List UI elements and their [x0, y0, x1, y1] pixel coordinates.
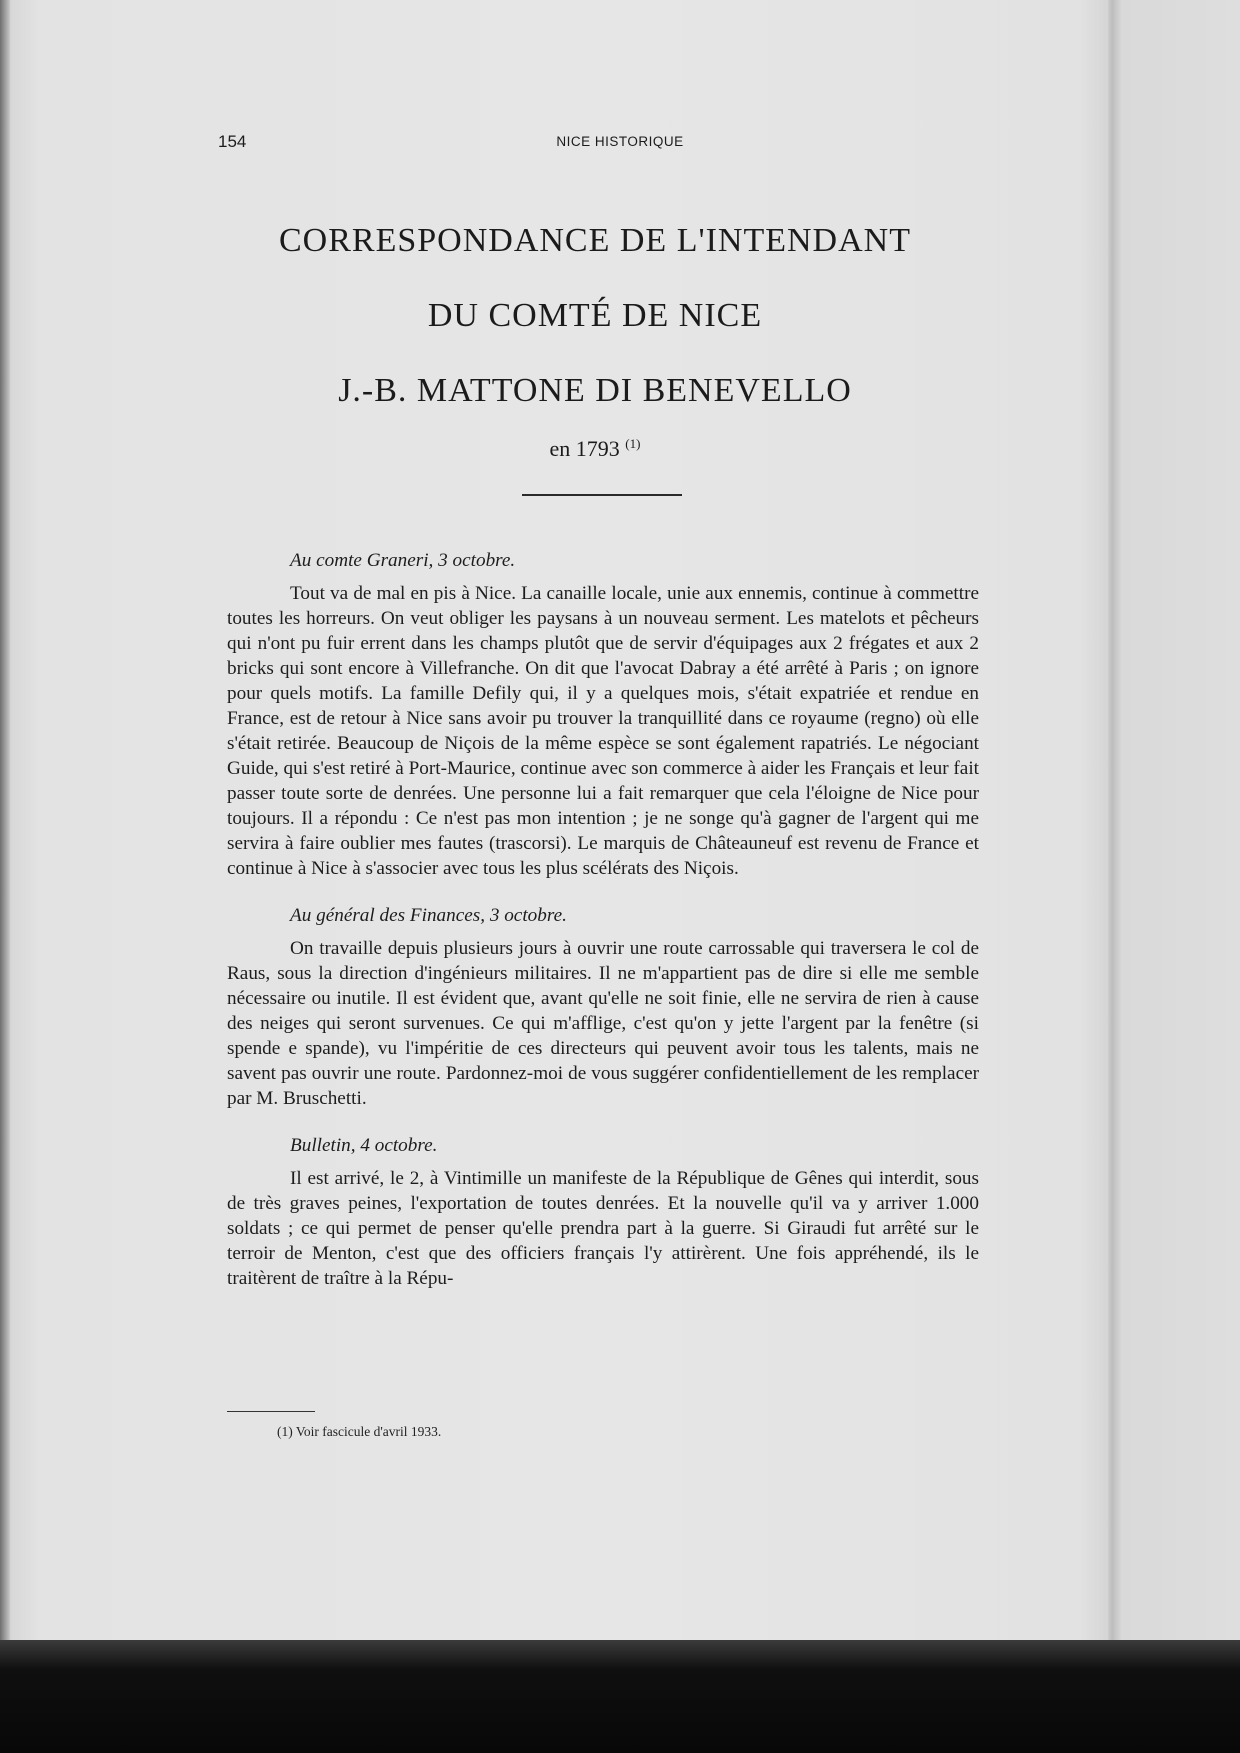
letter-section — [227, 1133, 979, 1291]
article-body — [227, 548, 979, 1313]
section-paragraph: Tout va de mal en pis à Nice. La canaille locale, unie aux ennemis, continue à commettre toutes les horreurs. On veut obliger les paysans à un nouveau serment. Les matelots et pêcheurs qui n'ont pu fuir errent dans les champs plutôt que de servir d'équipages aux 2 frégates et aux 2 bricks qui sont encore à Villefranche. On dit que l'avocat Dabray a été arrêté à Paris ; on ignore pour quels motifs. La famille Defily qui, il y a quelques mois, s'était expatriée et rendue en France, est de retour à Nice sans avoir pu trouver la tranquillité dans ce royaume (regno) où elle s'était retirée. Beaucoup de Niçois de la même espèce se sont également rapatriés. Le négociant Guide, qui s'est retiré à Port-Maurice, continue avec son commerce à aider les Français et leur fait passer toute sorte de denrées. Une personne lui a fait remarquer que cela l'éloigne de Nice pour toujours. Il a répondu : Ce n'est pas mon intention ; je ne songe qu'à gagner de l'argent qui me servira à faire oublier mes fautes (trascorsi). Le marquis de Châteauneuf est revenu de France et continue à Nice à s'associer avec tous les plus scélérats des Niçois. — [227, 583, 979, 879]
article-title-line-3: J.-B. MATTONE DI BENEVELLO — [338, 372, 852, 409]
article-title-line-1: CORRESPONDANCE DE L'INTENDANT — [278, 222, 911, 259]
running-head: NICE HISTORIQUE — [556, 134, 684, 149]
footnote-area — [227, 1411, 979, 1440]
article-subtitle — [200, 436, 990, 462]
section-heading: Au comte Graneri, 3 octobre. — [290, 550, 516, 571]
page-number: 154 — [218, 132, 247, 151]
footnote-text: (1) Voir fascicule d'avril 1933. — [277, 1424, 442, 1439]
page-left-edge — [0, 0, 10, 1640]
footnote-reference-mark: (1) — [625, 436, 641, 451]
scan-bottom-shadow — [0, 1640, 1240, 1753]
letter-section — [227, 548, 979, 881]
article-title-line-2: DU COMTÉ DE NICE — [427, 297, 763, 334]
title-divider-rule — [522, 494, 682, 496]
section-heading: Au général des Finances, 3 octobre. — [290, 905, 567, 926]
section-paragraph: On travaille depuis plusieurs jours à ouvrir une route carrossable qui traversera le col de Raus, sous la direction d'ingénieurs militaires. Il ne m'appartient pas de dire si elle me semble nécessaire ou inutile. Il est évident que, avant qu'elle ne soit finie, elle ne servira de rien à cause des neiges qui seront survenues. Ce qui m'afflige, c'est qu'on y jette l'argent par la fenêtre (si spende e spande), vu l'impéritie de ces directeurs qui peuvent avoir tous les talents, mais ne savent pas ouvrir une route. Pardonnez-moi de vous suggérer confidentiellement de les remplacer par M. Bruschetti. — [227, 938, 979, 1109]
footnote-rule — [227, 1411, 315, 1412]
subtitle-text: en 1793 — [549, 436, 620, 461]
section-heading: Bulletin, 4 octobre. — [290, 1135, 438, 1156]
letter-section — [227, 903, 979, 1111]
section-paragraph: Il est arrivé, le 2, à Vintimille un manifeste de la République de Gênes qui interdit, sous de très graves peines, l'exportation de toutes denrées. Et la nouvelle qu'il va y arriver 1.000 soldats ; ce qui permet de penser qu'elle prendra part à la guerre. Si Giraudi fut arrêté sur le terroir de Menton, c'est que des officiers français l'y attirèrent. Une fois appréhendé, ils le traitèrent de traître à la Répu- — [227, 1168, 979, 1289]
adjacent-page-strip — [1108, 0, 1240, 1753]
page-header — [218, 132, 978, 152]
